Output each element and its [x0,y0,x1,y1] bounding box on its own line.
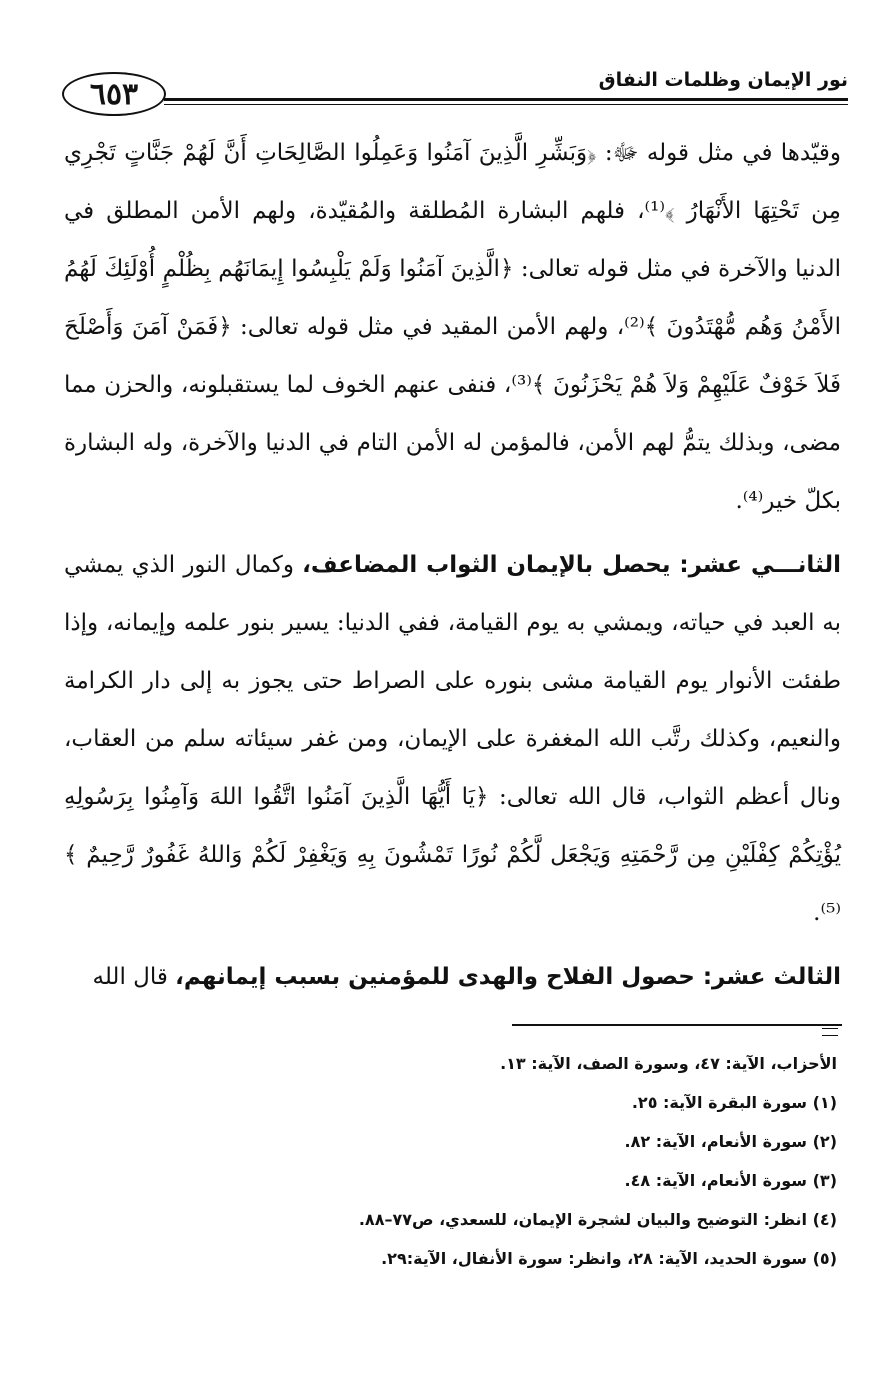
footnote-2: (٢) سورة الأنعام، الآية: ٨٢. [624,1132,837,1151]
footnote-continued: الأحزاب، الآية: ٤٧، وسورة الصف، الآية: ١٣. [500,1054,837,1073]
paragraph-text: وقيّدها في مثل قوله ﷻ: ﴿وَبَشِّرِ الَّذِينَ آمَنُوا وَعَمِلُوا الصَّالِحَاتِ أَنَّ لَهُمْ جَنَّاتٍ تَجْرِي مِن تَحْتِهَا الأَنْهَارُ ﴾⁽¹⁾، فلهم البشارة المُطلقة والمُقيّدة، ولهم الأمن المطلق في الدنيا والآخرة في مثل قوله تعالى: ﴿الَّذِينَ آمَنُوا وَلَمْ يَلْبِسُوا إِيمَانَهُم بِظُلْمٍ أُوْلَئِكَ لَهُمُ الأَمْنُ وَهُم مُّهْتَدُونَ ﴾⁽²⁾، ولهم الأمن المقيد في مثل قوله تعالى: ﴿فَمَنْ آمَنَ وَأَصْلَحَ فَلاَ خَوْفٌ عَلَيْهِمْ وَلاَ هُمْ يَحْزَنُونَ ﴾⁽³⁾، فنفى عنهم الخوف لما يستقبلونه، والحزن مما مضى، وبذلك يتمُّ لهم الأمن، فالمؤمن له الأمن التام في الدنيا والآخرة، وله البشارة بكلّ خير⁽⁴⁾. [64,140,842,514]
footnote-4: (٤) انظر: التوضيح والبيان لشجرة الإيمان، للسعدي، ص٧٧–٨٨. [358,1210,837,1229]
paragraph-3 [64,948,841,1006]
paragraph-1 [64,124,841,530]
section-heading-12: الثانـــي عشر: يحصل بالإيمان الثواب المضاعف، [302,552,841,578]
header-rule [164,98,848,101]
paragraph-text: وكمال النور الذي يمشي به العبد في حياته، ويمشي به يوم القيامة، ففي الدنيا: يسير بنور علمه وإيمانه، وإذا طفئت الأنوار يوم القيامة مشى بنوره على الصراط حتى يجوز به إلى دار الكرامة والنعيم، وكذلك رتَّب الله المغفرة على الإيمان، ومن غفر سيئاته سلم من العقاب، ونال أعظم الثواب، قال الله تعالى: ﴿يَا أَيُّهَا الَّذِينَ آمَنُوا اتَّقُوا اللهَ وَآمِنُوا بِرَسُولِهِ يُؤْتِكُمْ كِفْلَيْنِ مِن رَّحْمَتِهِ وَيَجْعَل لَّكُمْ نُورًا تَمْشُونَ بِهِ وَيَغْفِرْ لَكُمْ وَاللهُ غَفُورٌ رَّحِيمٌ ﴾⁽⁵⁾. [64,552,841,926]
page-number: ٦٥٣ [62,72,166,116]
footnote-1: (١) سورة البقرة الآية: ٢٥. [631,1093,837,1112]
page-header [62,66,848,126]
footnote-3: (٣) سورة الأنعام، الآية: ٤٨. [624,1171,837,1190]
running-title: نور الإيمان وظلمات النفاق [591,66,848,94]
main-text [64,124,841,1006]
continuation-mark [822,1028,838,1036]
footnotes [277,1044,837,1278]
footnote-5: (٥) سورة الحديد، الآية: ٢٨، وانظر: سورة الأنفال، الآية:٢٩. [381,1249,837,1268]
footnote-separator [512,1024,842,1026]
header-rule-thin [164,104,848,105]
paragraph-2 [64,536,841,942]
section-heading-13: الثالث عشر: حصول الفلاح والهدى للمؤمنين بسبب إيمانهم، [175,964,841,990]
paragraph-text: قال الله [92,964,176,990]
